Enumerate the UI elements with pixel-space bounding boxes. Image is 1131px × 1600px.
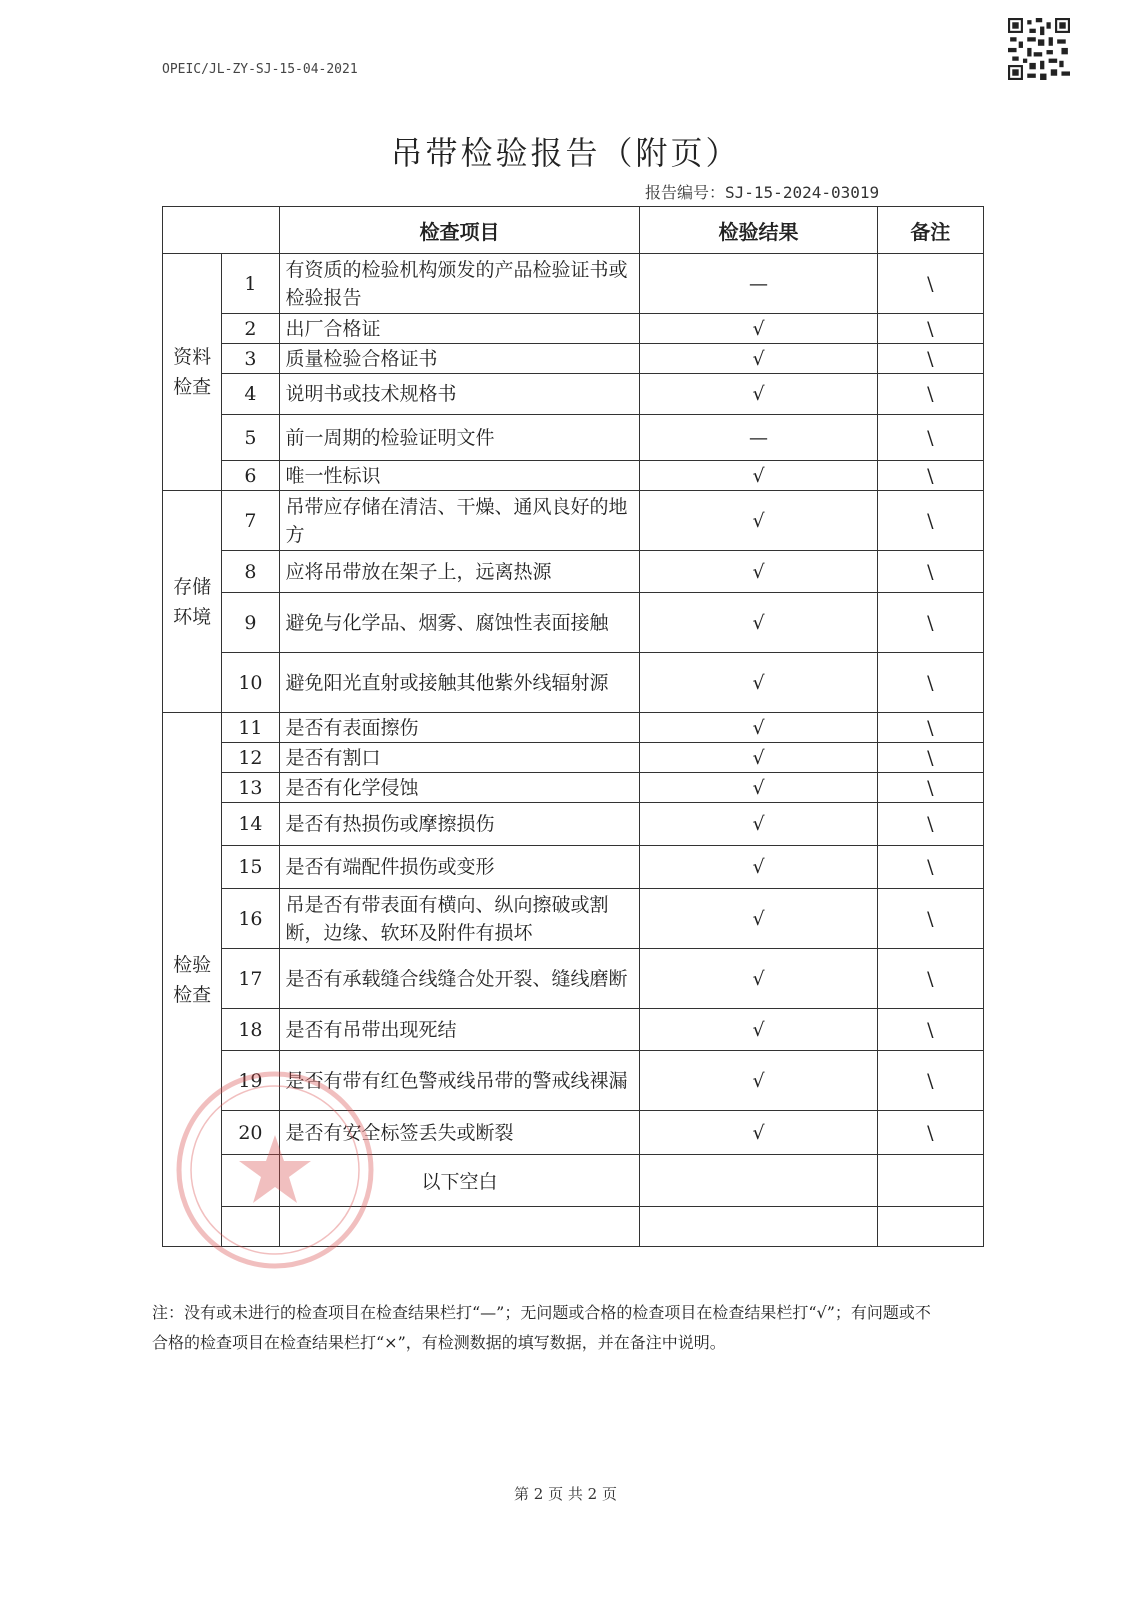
blank-no-cell <box>222 1207 279 1247</box>
row-number: 7 <box>222 491 279 551</box>
table-row <box>163 344 984 374</box>
table-row-blank <box>163 1207 984 1247</box>
row-number: 19 <box>222 1051 279 1111</box>
row-number: 1 <box>222 254 279 314</box>
inspection-item: 前一周期的检验证明文件 <box>279 415 640 461</box>
table-row <box>163 889 984 949</box>
qr-code-icon <box>1008 18 1070 80</box>
page-number: 第 2 页 共 2 页 <box>514 1485 617 1503</box>
inspection-result: √ <box>640 551 877 593</box>
inspection-result: √ <box>640 713 877 743</box>
header-blank-cell <box>163 207 280 254</box>
row-number: 18 <box>222 1009 279 1051</box>
footnote: 注：没有或未进行的检查项目在检查结果栏打“—”；无问题或合格的检查项目在检查结果栏打“√”；有问题或不合格的检查项目在检查结果栏打“×”，有检测数据的填写数据，并在备注中说明。 <box>152 1303 931 1352</box>
table-row <box>163 1051 984 1111</box>
row-note: \ <box>877 846 983 889</box>
inspection-item: 质量检验合格证书 <box>279 344 640 374</box>
inspection-item: 是否有端配件损伤或变形 <box>279 846 640 889</box>
inspection-item: 是否有安全标签丢失或断裂 <box>279 1111 640 1155</box>
row-note: \ <box>877 491 983 551</box>
row-number: 13 <box>222 773 279 803</box>
header-note: 备注 <box>877 207 983 254</box>
inspection-item: 吊带应存储在清洁、干燥、通风良好的地方 <box>279 491 640 551</box>
report-number-value: SJ-15-2024-03019 <box>725 183 880 202</box>
inspection-result: √ <box>640 491 877 551</box>
table-row <box>163 1009 984 1051</box>
row-number: 5 <box>222 415 279 461</box>
row-note: \ <box>877 889 983 949</box>
table-row <box>163 653 984 713</box>
row-note: \ <box>877 713 983 743</box>
report-number <box>645 180 879 203</box>
inspection-item: 避免阳光直射或接触其他紫外线辐射源 <box>279 653 640 713</box>
blank-no-cell <box>222 1155 279 1207</box>
row-note: \ <box>877 773 983 803</box>
table-body <box>163 254 984 1247</box>
table-row <box>163 949 984 1009</box>
row-note: \ <box>877 415 983 461</box>
row-note: \ <box>877 593 983 653</box>
inspection-result: √ <box>640 803 877 846</box>
inspection-result: √ <box>640 461 877 491</box>
page-title: 吊带检验报告（附页） <box>390 134 741 172</box>
section-label: 检验 检查 <box>163 713 222 1247</box>
row-number: 10 <box>222 653 279 713</box>
row-number: 2 <box>222 314 279 344</box>
row-note: \ <box>877 1009 983 1051</box>
row-note: \ <box>877 254 983 314</box>
blank-result-cell <box>640 1207 877 1247</box>
row-number: 4 <box>222 374 279 415</box>
table-row <box>163 713 984 743</box>
inspection-result: √ <box>640 344 877 374</box>
table-row <box>163 773 984 803</box>
inspection-result: √ <box>640 314 877 344</box>
inspection-item: 应将吊带放在架子上，远离热源 <box>279 551 640 593</box>
inspection-result: √ <box>640 1009 877 1051</box>
row-note: \ <box>877 314 983 344</box>
row-note: \ <box>877 803 983 846</box>
row-number: 11 <box>222 713 279 743</box>
inspection-result: √ <box>640 773 877 803</box>
row-note: \ <box>877 374 983 415</box>
document-code: OPEIC/JL-ZY-SJ-15-04-2021 <box>162 62 358 77</box>
inspection-result: — <box>640 254 877 314</box>
row-note: \ <box>877 653 983 713</box>
inspection-result: √ <box>640 374 877 415</box>
table-row-blank <box>163 1155 984 1207</box>
row-note: \ <box>877 344 983 374</box>
row-note: \ <box>877 1051 983 1111</box>
inspection-item: 是否有化学侵蚀 <box>279 773 640 803</box>
header-result: 检验结果 <box>640 207 877 254</box>
table-row <box>163 415 984 461</box>
row-number: 16 <box>222 889 279 949</box>
table-row <box>163 374 984 415</box>
row-number: 15 <box>222 846 279 889</box>
report-number-label: 报告编号： <box>645 183 726 202</box>
blank-note-cell <box>877 1155 983 1207</box>
blank-rest-label: 以下空白 <box>279 1155 640 1207</box>
row-note: \ <box>877 461 983 491</box>
table-row <box>163 491 984 551</box>
row-number: 3 <box>222 344 279 374</box>
blank-note-cell <box>877 1207 983 1247</box>
row-note: \ <box>877 551 983 593</box>
inspection-result: √ <box>640 949 877 1009</box>
blank-result-cell <box>640 1155 877 1207</box>
row-number: 20 <box>222 1111 279 1155</box>
inspection-result: √ <box>640 846 877 889</box>
table-row <box>163 593 984 653</box>
section-label: 存储 环境 <box>163 491 222 713</box>
inspection-item: 是否有承载缝合线缝合处开裂、缝线磨断 <box>279 949 640 1009</box>
table-row <box>163 551 984 593</box>
table-row <box>163 461 984 491</box>
section-label: 资料 检查 <box>163 254 222 491</box>
inspection-item: 是否有吊带出现死结 <box>279 1009 640 1051</box>
inspection-result: √ <box>640 593 877 653</box>
header-item: 检查项目 <box>279 207 640 254</box>
table-row <box>163 846 984 889</box>
table-row <box>163 314 984 344</box>
row-number: 6 <box>222 461 279 491</box>
inspection-item: 避免与化学品、烟雾、腐蚀性表面接触 <box>279 593 640 653</box>
inspection-item: 说明书或技术规格书 <box>279 374 640 415</box>
inspection-item: 唯一性标识 <box>279 461 640 491</box>
inspection-result: √ <box>640 653 877 713</box>
inspection-item: 是否有热损伤或摩擦损伤 <box>279 803 640 846</box>
inspection-result: √ <box>640 743 877 773</box>
inspection-item: 出厂合格证 <box>279 314 640 344</box>
blank-item-cell <box>279 1207 640 1247</box>
row-note: \ <box>877 949 983 1009</box>
table-row <box>163 1111 984 1155</box>
row-number: 12 <box>222 743 279 773</box>
row-note: \ <box>877 743 983 773</box>
inspection-item: 有资质的检验机构颁发的产品检验证书或检验报告 <box>279 254 640 314</box>
table-row <box>163 254 984 314</box>
row-number: 14 <box>222 803 279 846</box>
row-number: 17 <box>222 949 279 1009</box>
table-header-row <box>163 207 984 254</box>
row-number: 8 <box>222 551 279 593</box>
inspection-item: 是否有带有红色警戒线吊带的警戒线裸漏 <box>279 1051 640 1111</box>
row-number: 9 <box>222 593 279 653</box>
inspection-item: 是否有表面擦伤 <box>279 713 640 743</box>
table-row <box>163 803 984 846</box>
table-row <box>163 743 984 773</box>
inspection-table <box>162 206 984 1247</box>
inspection-result: √ <box>640 1051 877 1111</box>
inspection-item: 是否有割口 <box>279 743 640 773</box>
inspection-result: √ <box>640 1111 877 1155</box>
inspection-result: √ <box>640 889 877 949</box>
row-note: \ <box>877 1111 983 1155</box>
inspection-result: — <box>640 415 877 461</box>
inspection-item: 吊是否有带表面有横向、纵向擦破或割断，边缘、软环及附件有损坏 <box>279 889 640 949</box>
